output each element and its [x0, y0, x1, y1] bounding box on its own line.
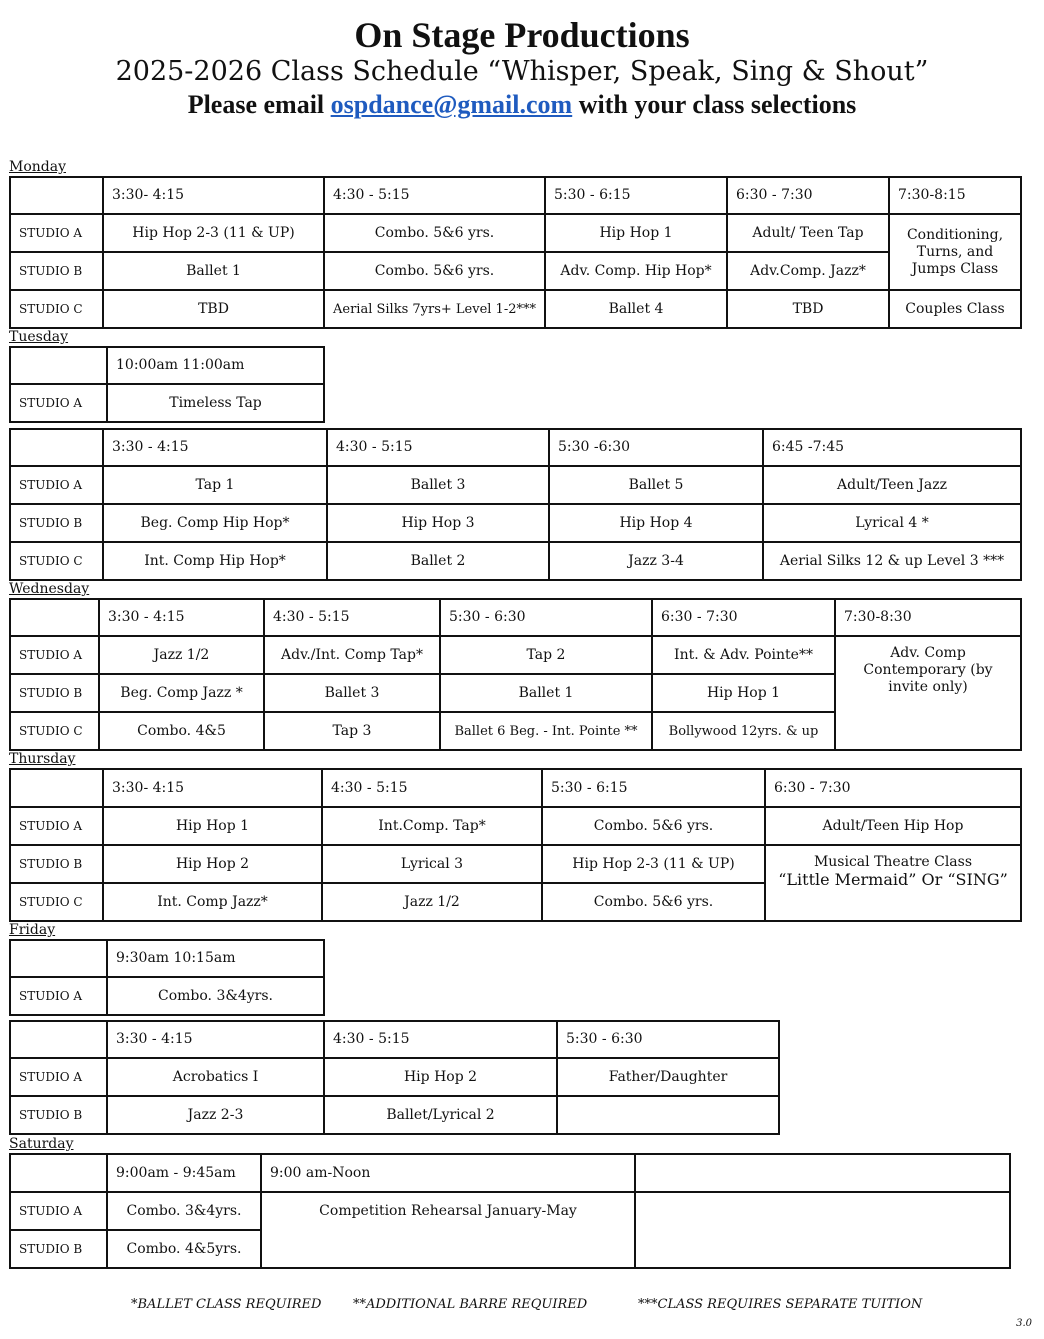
class-cell: Int. Comp Hip Hop* — [103, 542, 327, 580]
studio-label: STUDIO A — [10, 1058, 107, 1096]
time-slot: 9:00 am-Noon — [261, 1154, 635, 1192]
class-cell: Bollywood 12yrs. & up — [652, 712, 835, 750]
corner-cell — [10, 347, 107, 384]
empty-cell — [635, 1192, 1010, 1268]
class-cell: Beg. Comp Hip Hop* — [103, 504, 327, 542]
class-cell: Ballet 1 — [440, 674, 652, 712]
schedule-subtitle: 2025-2026 Class Schedule “Whisper, Speak, Sing & Shout” — [115, 56, 929, 87]
musical-theatre-title: Musical Theatre Class — [813, 854, 973, 870]
friday-morning-table — [9, 939, 325, 1016]
studio-label: STUDIO B — [10, 504, 103, 542]
studio-label: STUDIO C — [10, 290, 103, 328]
studio-label: STUDIO B — [10, 1096, 107, 1134]
corner-cell — [10, 429, 103, 466]
day-label-thursday: Thursday — [9, 751, 76, 767]
time-slot: 5:30 - 6:30 — [557, 1021, 779, 1058]
studio-label: STUDIO A — [10, 1192, 107, 1230]
footnote-ballet: *BALLET CLASS REQUIRED — [131, 1297, 322, 1312]
corner-cell — [10, 599, 99, 636]
footnote-tuition: ***CLASS REQUIRES SEPARATE TUITION — [638, 1297, 923, 1312]
time-slot: 6:30 - 7:30 — [727, 177, 889, 214]
studio-label: STUDIO A — [10, 466, 103, 504]
class-cell: Adv./Int. Comp Tap* — [264, 636, 440, 674]
rehearsal-cell: Competition Rehearsal January-May — [261, 1192, 635, 1268]
time-slot: 6:30 - 7:30 — [765, 769, 1021, 807]
class-cell — [557, 1096, 779, 1134]
studio-label: STUDIO A — [10, 807, 103, 845]
class-cell: Int. Comp Jazz* — [103, 883, 322, 921]
class-cell: Lyrical 4 * — [763, 504, 1021, 542]
time-slot: 4:30 - 5:15 — [322, 769, 542, 807]
studio-label: STUDIO A — [10, 977, 107, 1015]
time-slot: 9:00am - 9:45am — [107, 1154, 261, 1192]
class-cell: Ballet/Lyrical 2 — [324, 1096, 557, 1134]
saturday-table — [9, 1153, 1011, 1269]
class-cell: TBD — [103, 290, 324, 328]
email-instruction — [0, 90, 1044, 120]
class-cell: Combo. 4&5 — [99, 712, 264, 750]
corner-cell — [10, 177, 103, 214]
class-cell: Hip Hop 2-3 (11 & UP) — [542, 845, 765, 883]
thursday-table — [9, 768, 1022, 922]
footnote-barre: **ADDITIONAL BARRE REQUIRED — [353, 1297, 588, 1312]
time-slot — [635, 1154, 1010, 1192]
class-cell: Acrobatics I — [107, 1058, 324, 1096]
class-cell: Jazz 3-4 — [549, 542, 763, 580]
class-cell: Adv. Comp Contemporary (by invite only) — [835, 636, 1021, 750]
class-cell: Tap 1 — [103, 466, 327, 504]
class-cell: Ballet 2 — [327, 542, 549, 580]
class-cell: Hip Hop 1 — [652, 674, 835, 712]
time-slot: 7:30-8:15 — [889, 177, 1021, 214]
class-cell: Hip Hop 1 — [545, 214, 727, 252]
class-cell: Hip Hop 2 — [103, 845, 322, 883]
class-cell: Aerial Silks 12 & up Level 3 *** — [763, 542, 1021, 580]
class-cell: Int.Comp. Tap* — [322, 807, 542, 845]
corner-cell — [10, 1021, 107, 1058]
class-cell: Combo. 5&6 yrs. — [542, 883, 765, 921]
time-slot: 10:00am 11:00am — [107, 347, 324, 384]
studio-label: STUDIO B — [10, 252, 103, 290]
page-title: On Stage Productions — [354, 15, 690, 55]
time-slot: 3:30 - 4:15 — [107, 1021, 324, 1058]
class-cell: Combo. 5&6 yrs. — [324, 252, 545, 290]
time-slot: 5:30 - 6:15 — [542, 769, 765, 807]
monday-table — [9, 176, 1022, 329]
corner-cell — [10, 1154, 107, 1192]
class-cell: Adv.Comp. Jazz* — [727, 252, 889, 290]
time-slot: 5:30 - 6:30 — [440, 599, 652, 636]
time-slot: 7:30-8:30 — [835, 599, 1021, 636]
email-prefix: Please email — [187, 90, 325, 119]
day-label-tuesday: Tuesday — [9, 329, 69, 345]
class-cell: Ballet 3 — [264, 674, 440, 712]
class-cell: Ballet 1 — [103, 252, 324, 290]
time-slot: 4:30 - 5:15 — [264, 599, 440, 636]
class-cell: Combo. 3&4yrs. — [107, 1192, 261, 1230]
time-slot: 4:30 - 5:15 — [324, 177, 545, 214]
class-cell: Tap 2 — [440, 636, 652, 674]
studio-row — [10, 252, 1021, 290]
wednesday-table — [9, 598, 1022, 751]
studio-label: STUDIO C — [10, 883, 103, 921]
class-cell: Adult/ Teen Tap — [727, 214, 889, 252]
class-cell: Father/Daughter — [557, 1058, 779, 1096]
class-cell: Timeless Tap — [107, 384, 324, 422]
time-slot: 3:30- 4:15 — [103, 177, 324, 214]
corner-cell — [10, 940, 107, 977]
time-slot: 6:45 -7:45 — [763, 429, 1021, 466]
studio-label: STUDIO A — [10, 214, 103, 252]
class-cell: Aerial Silks 7yrs+ Level 1-2*** — [324, 290, 545, 328]
class-cell: Int. & Adv. Pointe** — [652, 636, 835, 674]
day-label-saturday: Saturday — [9, 1136, 74, 1152]
class-cell: Lyrical 3 — [322, 845, 542, 883]
time-row — [10, 177, 1021, 214]
corner-cell — [10, 769, 103, 807]
class-cell: Ballet 4 — [545, 290, 727, 328]
class-cell: Combo. 5&6 yrs. — [324, 214, 545, 252]
class-cell: Jazz 1/2 — [322, 883, 542, 921]
class-cell — [765, 845, 1021, 921]
version-label: 3.0 — [1016, 1318, 1032, 1329]
studio-label: STUDIO B — [10, 845, 103, 883]
tuesday-table — [9, 428, 1022, 581]
studio-label: STUDIO B — [10, 674, 99, 712]
class-cell: Hip Hop 3 — [327, 504, 549, 542]
class-cell: Ballet 6 Beg. - Int. Pointe ** — [440, 712, 652, 750]
studio-label: STUDIO C — [10, 712, 99, 750]
day-label-monday: Monday — [9, 159, 66, 175]
friday-table — [9, 1020, 780, 1135]
class-cell: Hip Hop 2 — [324, 1058, 557, 1096]
day-label-friday: Friday — [9, 922, 56, 938]
class-cell: Conditioning, Turns, and Jumps Class — [889, 214, 1021, 290]
time-slot: 4:30 - 5:15 — [324, 1021, 557, 1058]
class-cell: Beg. Comp Jazz * — [99, 674, 264, 712]
class-cell: Jazz 1/2 — [99, 636, 264, 674]
studio-label: STUDIO C — [10, 542, 103, 580]
time-slot: 6:30 - 7:30 — [652, 599, 835, 636]
tuesday-morning-table — [9, 346, 325, 423]
class-cell: Combo. 3&4yrs. — [107, 977, 324, 1015]
class-cell: Combo. 4&5yrs. — [107, 1230, 261, 1268]
studio-label: STUDIO B — [10, 1230, 107, 1268]
studio-row — [10, 214, 1021, 252]
class-cell: TBD — [727, 290, 889, 328]
class-cell: Ballet 3 — [327, 466, 549, 504]
time-slot: 3:30 - 4:15 — [103, 429, 327, 466]
class-cell: Hip Hop 2-3 (11 & UP) — [103, 214, 324, 252]
studio-label: STUDIO A — [10, 636, 99, 674]
class-cell: Couples Class — [889, 290, 1021, 328]
studio-row — [10, 290, 1021, 328]
class-cell: Ballet 5 — [549, 466, 763, 504]
class-cell: Adv. Comp. Hip Hop* — [545, 252, 727, 290]
time-slot: 3:30- 4:15 — [103, 769, 322, 807]
class-cell: Jazz 2-3 — [107, 1096, 324, 1134]
time-slot: 9:30am 10:15am — [107, 940, 324, 977]
time-slot: 5:30 -6:30 — [549, 429, 763, 466]
email-suffix: with your class selections — [578, 90, 857, 119]
time-slot: 3:30 - 4:15 — [99, 599, 264, 636]
class-cell: Adult/Teen Hip Hop — [765, 807, 1021, 845]
day-label-wednesday: Wednesday — [9, 581, 90, 597]
studio-label: STUDIO A — [10, 384, 107, 422]
musical-theatre-shows: “Little Mermaid” Or “SING” — [778, 870, 1008, 889]
class-cell: Combo. 5&6 yrs. — [542, 807, 765, 845]
email-link[interactable]: ospdance@gmail.com — [330, 90, 573, 119]
time-slot: 4:30 - 5:15 — [327, 429, 549, 466]
class-cell: Adult/Teen Jazz — [763, 466, 1021, 504]
time-slot: 5:30 - 6:15 — [545, 177, 727, 214]
class-cell: Hip Hop 4 — [549, 504, 763, 542]
class-cell: Tap 3 — [264, 712, 440, 750]
class-cell: Hip Hop 1 — [103, 807, 322, 845]
